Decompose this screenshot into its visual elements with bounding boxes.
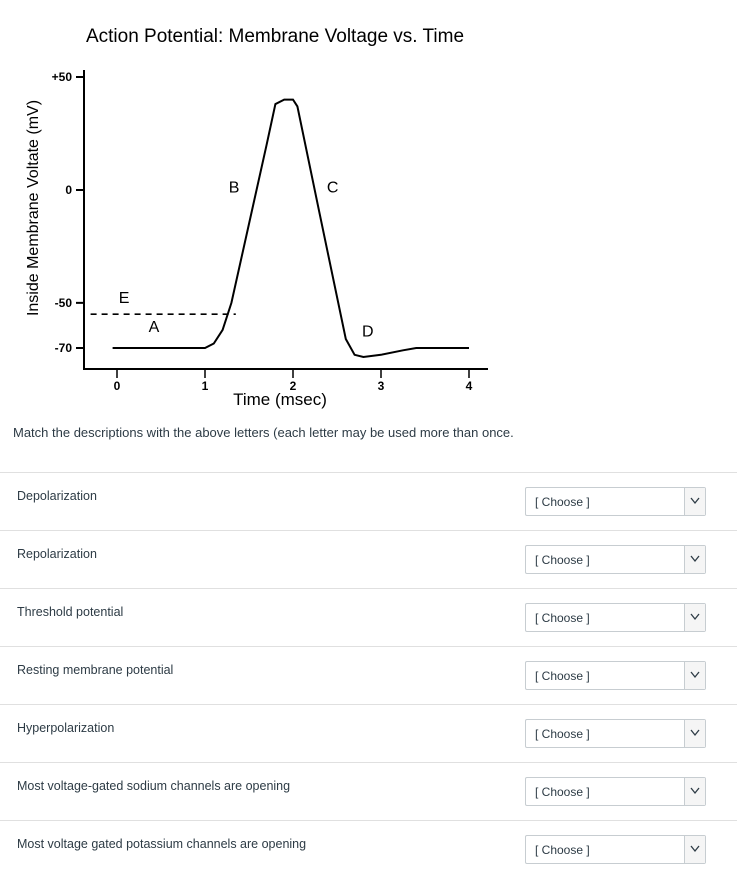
question-row <box>0 704 737 762</box>
dropdown-selected-value: [ Choose ] <box>535 553 590 567</box>
chevron-down-icon[interactable] <box>684 662 705 689</box>
y-tick-label: +50 <box>51 70 72 84</box>
dropdown-selected-value: [ Choose ] <box>535 785 590 799</box>
curve-segment-label: C <box>326 179 339 197</box>
answer-dropdown[interactable] <box>525 719 706 748</box>
question-description: Most voltage-gated sodium channels are opening <box>17 779 291 793</box>
answer-dropdown[interactable] <box>525 603 706 632</box>
question-description: Hyperpolarization <box>17 721 115 735</box>
x-tick-label: 0 <box>113 379 121 393</box>
question-description: Repolarization <box>17 547 97 561</box>
curve-segment-label: B <box>228 179 240 197</box>
x-tick-label: 3 <box>377 379 385 393</box>
question-row <box>0 646 737 704</box>
question-description: Most voltage gated potassium channels are opening <box>17 837 307 851</box>
question-row <box>0 762 737 820</box>
action-potential-chart <box>0 0 737 420</box>
question-row <box>0 472 737 530</box>
dropdown-selected-value: [ Choose ] <box>535 727 590 741</box>
y-tick-label: -70 <box>54 341 72 355</box>
chevron-down-icon[interactable] <box>684 778 705 805</box>
dropdown-selected-value: [ Choose ] <box>535 495 590 509</box>
answer-dropdown[interactable] <box>525 545 706 574</box>
matching-question-list <box>0 472 737 878</box>
question-description: Threshold potential <box>17 605 124 619</box>
dropdown-selected-value: [ Choose ] <box>535 669 590 683</box>
question-description: Depolarization <box>17 489 97 503</box>
instruction-text: Match the descriptions with the above letters (each letter may be used more than once. <box>13 425 514 440</box>
curve-segment-label: A <box>148 319 160 337</box>
chart-title: Action Potential: Membrane Voltage vs. Time <box>85 26 465 47</box>
answer-dropdown[interactable] <box>525 835 706 864</box>
chevron-down-icon[interactable] <box>684 836 705 863</box>
x-tick-label: 1 <box>201 379 209 393</box>
curve-segment-label: E <box>118 289 130 307</box>
question-row <box>0 530 737 588</box>
dropdown-selected-value: [ Choose ] <box>535 611 590 625</box>
question-description: Resting membrane potential <box>17 663 174 677</box>
y-axis-label: Inside Membrane Voltate (mV) <box>25 99 42 317</box>
chevron-down-icon[interactable] <box>684 488 705 515</box>
answer-dropdown[interactable] <box>525 661 706 690</box>
x-tick-label: 2 <box>289 379 297 393</box>
question-row <box>0 820 737 878</box>
membrane-voltage-line <box>113 100 469 357</box>
dropdown-selected-value: [ Choose ] <box>535 843 590 857</box>
chevron-down-icon[interactable] <box>684 604 705 631</box>
curve-segment-label: D <box>362 323 374 341</box>
answer-dropdown[interactable] <box>525 777 706 806</box>
question-row <box>0 588 737 646</box>
y-tick-label: 0 <box>65 183 72 197</box>
chevron-down-icon[interactable] <box>684 546 705 573</box>
x-tick-label: 4 <box>465 379 473 393</box>
x-axis-label: Time (msec) <box>233 390 327 409</box>
answer-dropdown[interactable] <box>525 487 706 516</box>
y-tick-label: -50 <box>54 295 72 310</box>
chevron-down-icon[interactable] <box>684 720 705 747</box>
